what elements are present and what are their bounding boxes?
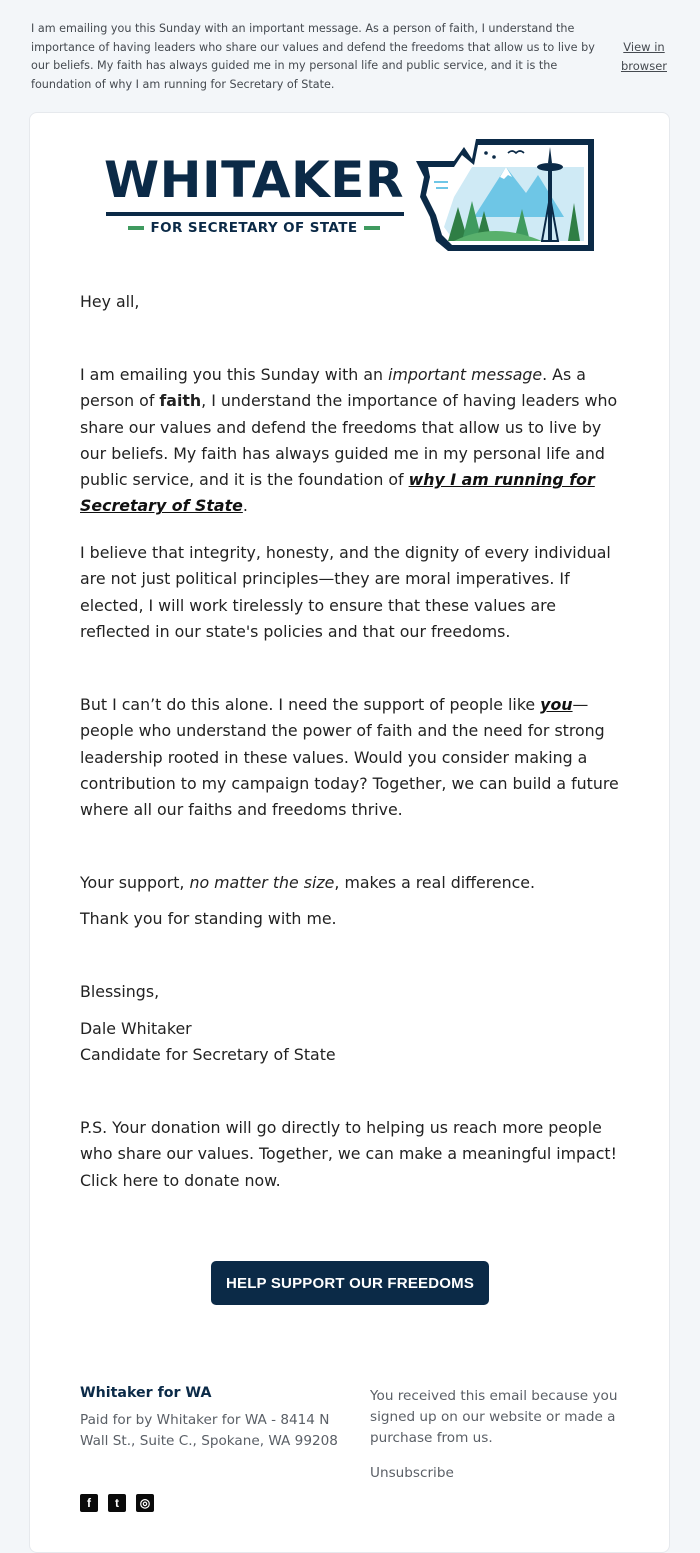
preheader-text: I am emailing you this Sunday with an important message. As a person of faith, I understand the importance of having leaders who share our values and defend the freedoms that allow us to live by our beliefs. My faith has always guided me in my personal life and public service, and it is the foundation of why I am running for Secretary of State. — [31, 22, 595, 91]
instagram-icon[interactable]: ◎ — [136, 1494, 154, 1512]
unsubscribe-link[interactable]: Unsubscribe — [370, 1465, 454, 1481]
signer-title: Candidate for Secretary of State — [80, 1045, 336, 1064]
signer-name: Dale Whitaker — [80, 1019, 192, 1038]
view-in-browser-link[interactable]: View in browser — [620, 40, 667, 73]
you-link[interactable]: you — [540, 695, 573, 714]
washington-state-map-icon — [414, 137, 596, 255]
postscript: P.S. Your donation will go directly to helping us reach more people who share our values. Together, we can make a meaningful impact! Click here to donate now. — [80, 1118, 617, 1190]
facebook-icon[interactable]: f — [80, 1494, 98, 1512]
paragraph-intro: I am emailing you this Sunday with an important message. As a person of faith, I understand the importance of having leaders who share our values and defend the freedoms that allow us to live by our beliefs. My faith has always guided me in my personal life and public service, and it is the foundation of why I am running for Secretary of State. — [80, 365, 618, 516]
greeting: Hey all, — [80, 292, 140, 311]
paragraph-appeal: But I can’t do this alone. I need the support of people like you—people who understand the power of faith and the need for strong leadership rooted in these values. Would you consider making a contribution to my campaign today? Together, we can build a future where all our faiths and freedoms thrive. — [80, 695, 619, 820]
logo-rule — [106, 212, 404, 216]
logo-subtitle: FOR SECRETARY OF STATE — [150, 220, 358, 236]
logo-wordmark: WHITAKER — [104, 151, 404, 209]
footer-address: Paid for by Whitaker for WA - 8414 N Wall St., Suite C., Spokane, WA 99208 — [80, 1412, 338, 1449]
donate-button[interactable]: HELP SUPPORT OUR FREEDOMS — [211, 1261, 489, 1305]
closing: Blessings, — [80, 982, 160, 1001]
email-card — [29, 112, 670, 1553]
paragraph-values: I believe that integrity, honesty, and the dignity of every individual are not just political principles—they are moral imperatives. If elected, I will work tirelessly to ensure that these values are reflected in our state's policies and that our freedoms. — [80, 543, 611, 641]
footer-note: You received this email because you signed up on our website or made a purchase from us. — [370, 1388, 618, 1446]
campaign-logo — [104, 137, 596, 255]
why-running-link[interactable]: why I am running for Secretary of State — [80, 470, 595, 516]
paragraph-thanks: Thank you for standing with me. — [80, 909, 337, 928]
footer-org-name: Whitaker for WA — [80, 1385, 212, 1401]
twitter-icon[interactable]: t — [108, 1494, 126, 1512]
paragraph-support: Your support, no matter the size, makes a real difference. — [80, 873, 536, 892]
